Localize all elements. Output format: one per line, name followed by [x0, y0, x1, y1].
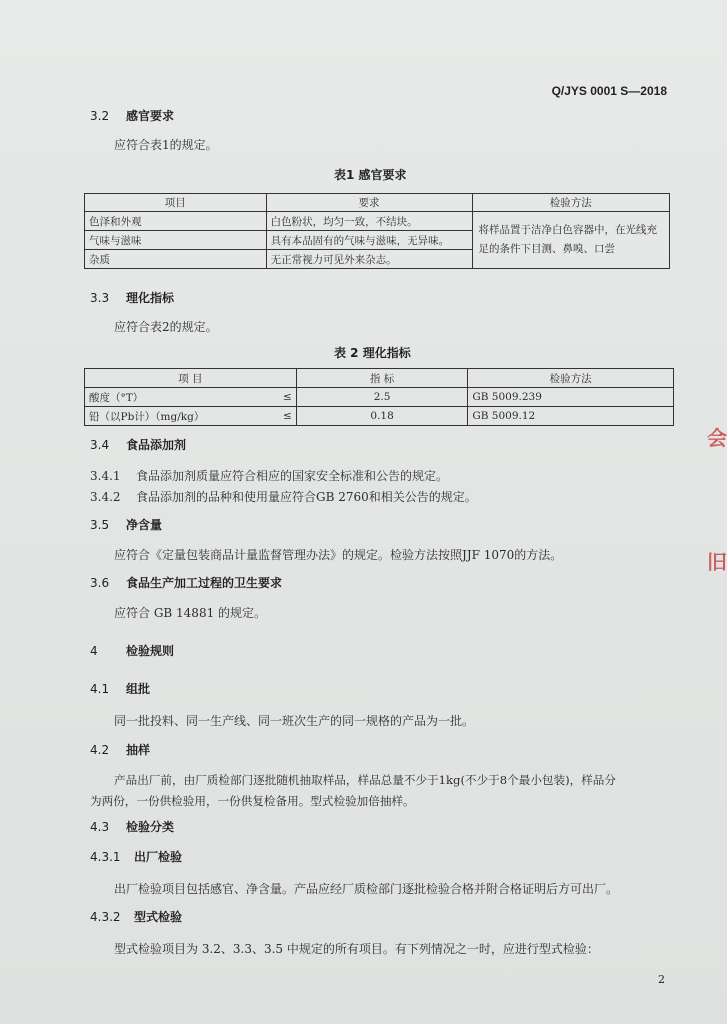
section-number: 3.4 — [90, 438, 110, 452]
row-operator: ≤ — [274, 388, 296, 407]
row-method: GB 5009.12 — [468, 407, 674, 426]
red-seal-fragment — [703, 408, 727, 588]
heading-4-2 — [90, 741, 150, 758]
section-number: 4.2 — [90, 743, 110, 757]
section-title: 检验规则 — [126, 644, 175, 658]
paragraph-3-3: 应符合表2的规定。 — [114, 320, 218, 334]
seal-glyph: 旧 — [707, 550, 727, 574]
table-row — [85, 407, 674, 426]
heading-4-3 — [90, 818, 174, 835]
section-title: 出厂检验 — [134, 850, 183, 864]
section-number: 4.1 — [90, 682, 110, 696]
heading-4-3-1 — [90, 848, 182, 865]
section-title: 检验分类 — [126, 820, 175, 834]
section-number: 3.6 — [90, 576, 110, 590]
clause-number: 3.4.1 — [90, 469, 121, 483]
paragraph-3-6: 应符合 GB 14881 的规定。 — [114, 606, 267, 620]
section-number: 3.3 — [90, 291, 110, 305]
section-title: 型式检验 — [134, 910, 183, 924]
paragraph-4-1: 同一批投料、同一生产线、同一班次生产的同一规格的产品为一批。 — [114, 714, 475, 728]
seal-glyph: 会 — [707, 426, 727, 450]
paragraph-4-3-2: 型式检验项目为 3.2、3.3、3.5 中规定的所有项目。有下列情况之一时，应进行型式检验： — [114, 942, 599, 956]
clause-3-4-1 — [90, 467, 448, 484]
row-requirement: 白色粉状，均匀一致，不结块。 — [266, 212, 472, 231]
inspection-method: 将样品置于洁净白色容器中，在光线充足的条件下目测、鼻嗅、口尝 — [472, 212, 670, 269]
section-title: 食品生产加工过程的卫生要求 — [126, 576, 283, 590]
section-number: 4.3.2 — [90, 910, 121, 924]
table-row — [85, 212, 670, 231]
row-item: 杂质 — [85, 250, 267, 269]
paragraph-3-2: 应符合表1的规定。 — [114, 138, 218, 152]
row-requirement: 具有本品固有的气味与滋味，无异味。 — [266, 231, 472, 250]
header-method: 检验方法 — [468, 369, 674, 388]
section-number: 4.3 — [90, 820, 110, 834]
table-header-row — [85, 194, 670, 212]
section-number: 4 — [90, 644, 98, 658]
sensory-requirements-table — [84, 193, 670, 269]
heading-3-6 — [90, 574, 282, 591]
page-number: 2 — [658, 973, 665, 986]
header-item: 项 目 — [85, 369, 297, 388]
row-item: 气味与滋味 — [85, 231, 267, 250]
section-title: 组批 — [126, 682, 151, 696]
heading-4-3-2 — [90, 908, 182, 925]
row-method: GB 5009.239 — [468, 388, 674, 407]
row-item: 酸度（°T） — [85, 388, 275, 407]
paragraph-4-3-1: 出厂检验项目包括感官、净含量。产品应经厂质检部门逐批检验合格并附合格证明后方可出厂。 — [114, 882, 619, 896]
section-title: 感官要求 — [126, 109, 175, 123]
section-title: 净含量 — [126, 518, 163, 532]
row-item: 铅（以Pb计）（mg/kg） — [85, 407, 275, 426]
header-requirement: 要求 — [266, 194, 472, 212]
table-row — [85, 388, 674, 407]
section-title: 理化指标 — [126, 291, 175, 305]
table2-caption: 表 2 理化指标 — [334, 346, 411, 360]
table1-caption: 表1 感官要求 — [334, 168, 407, 182]
paragraph-4-2-line1: 产品出厂前，由厂质检部门逐批随机抽取样品，样品总量不少于1kg(不少于8个最小包装)，样品分 — [114, 773, 616, 787]
heading-4-1 — [90, 680, 150, 697]
paragraph-3-5: 应符合《定量包装商品计量监督管理办法》的规定。检验方法按照JJF 1070的方法。 — [114, 548, 563, 562]
section-number: 3.2 — [90, 109, 110, 123]
section-number: 4.3.1 — [90, 850, 121, 864]
row-requirement: 无正常视力可见外来杂志。 — [266, 250, 472, 269]
heading-4 — [90, 642, 174, 659]
heading-3-2 — [90, 107, 174, 124]
row-value: 0.18 — [296, 407, 468, 426]
section-title: 食品添加剂 — [126, 438, 187, 452]
clause-number: 3.4.2 — [90, 490, 121, 504]
header-item: 项目 — [85, 194, 267, 212]
clause-text: 食品添加剂质量应符合相应的国家安全标准和公告的规定。 — [136, 469, 449, 483]
table-header-row — [85, 369, 674, 388]
header-method: 检验方法 — [472, 194, 670, 212]
clause-text: 食品添加剂的品种和使用量应符合GB 2760和相关公告的规定。 — [136, 490, 477, 504]
clause-3-4-2 — [90, 488, 477, 505]
heading-3-5 — [90, 516, 162, 533]
row-operator: ≤ — [274, 407, 296, 426]
physicochemical-table — [84, 368, 674, 426]
heading-3-3 — [90, 289, 174, 306]
section-title: 抽样 — [126, 743, 151, 757]
standard-code: Q/JYS 0001 S—2018 — [551, 84, 667, 98]
row-value: 2.5 — [296, 388, 468, 407]
row-item: 色泽和外观 — [85, 212, 267, 231]
section-number: 3.5 — [90, 518, 110, 532]
paragraph-4-2-line2: 为两份，一份供检验用，一份供复检备用。型式检验加倍抽样。 — [90, 794, 415, 808]
heading-3-4 — [90, 436, 186, 453]
header-value: 指 标 — [296, 369, 468, 388]
